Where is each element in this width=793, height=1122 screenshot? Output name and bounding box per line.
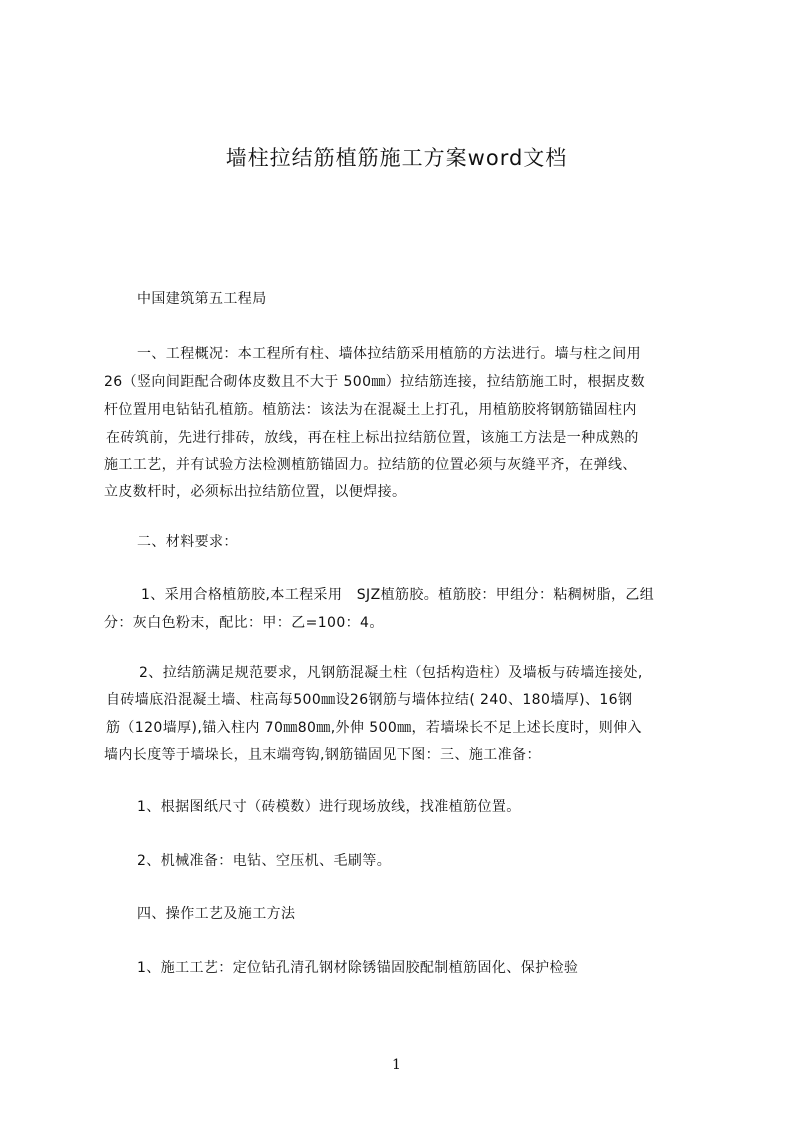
- paragraph-line: 筋（120墙厚),锚入柱内 70㎜80㎜,外伸 500㎜，若墙垛长不足上述长度时，则伸入: [106, 720, 642, 736]
- paragraph-line: 分：灰白色粉末，配比：甲：乙=100：4。: [104, 615, 384, 631]
- paragraph-line: 在砖筑前，先进行排砖，放线，再在柱上标出拉结筋位置，该施工方法是一种成熟的: [106, 430, 639, 446]
- section-2-heading: 二、材料要求：: [137, 534, 238, 550]
- paragraph-line: 1、采用合格植筋胶,本工程采用 SJZ植筋胶。植筋胶：甲组分：粘稠树脂，乙组: [141, 587, 655, 603]
- paragraph-line: 自砖墙底沿混凝土墙、柱高每500㎜设26钢筋与墙体拉结( 240、180墙厚)、16钢: [106, 692, 633, 708]
- document-title: 墙柱拉结筋植筋施工方案word文档: [225, 146, 568, 170]
- paragraph-line: 墙内长度等于墙垛长，且末端弯钩,钢筋锚固见下图：三、施工准备：: [104, 747, 541, 763]
- section-4-heading: 四、操作工艺及施工方法: [137, 906, 296, 922]
- paragraph-line: 立皮数杆时，必须标出拉结筋位置，以便焊接。: [104, 484, 407, 500]
- page-number: 1: [392, 1057, 401, 1073]
- preparation-item-2: 2、机械准备：电钻、空压机、毛刷等。: [137, 853, 392, 869]
- paragraph-line: 2、拉结筋满足规范要求，凡钢筋混凝土柱（包括构造柱）及墙板与砖墙连接处,: [139, 665, 643, 681]
- paragraph-line: 杆位置用电钻钻孔植筋。植筋法：该法为在混凝土上打孔，用植筋胶将钢筋锚固柱内: [104, 402, 637, 418]
- organization-name: 中国建筑第五工程局: [137, 291, 267, 307]
- paragraph-line: 施工工艺，并有试验方法检测植筋锚固力。拉结筋的位置必须与灰缝平齐，在弹线、: [104, 457, 637, 473]
- paragraph-line: 26（竖向间距配合砌体皮数且不大于 500㎜）拉结筋连接，拉结筋施工时，根据皮数: [104, 374, 645, 390]
- paragraph-line: 一、工程概况：本工程所有柱、墙体拉结筋采用植筋的方法进行。墙与柱之间用: [137, 346, 641, 362]
- process-item-1: 1、施工工艺：定位钻孔清孔钢材除锈锚固胶配制植筋固化、保护检验: [137, 960, 579, 976]
- preparation-item-1: 1、根据图纸尺寸（砖模数）进行现场放线，找准植筋位置。: [137, 799, 521, 815]
